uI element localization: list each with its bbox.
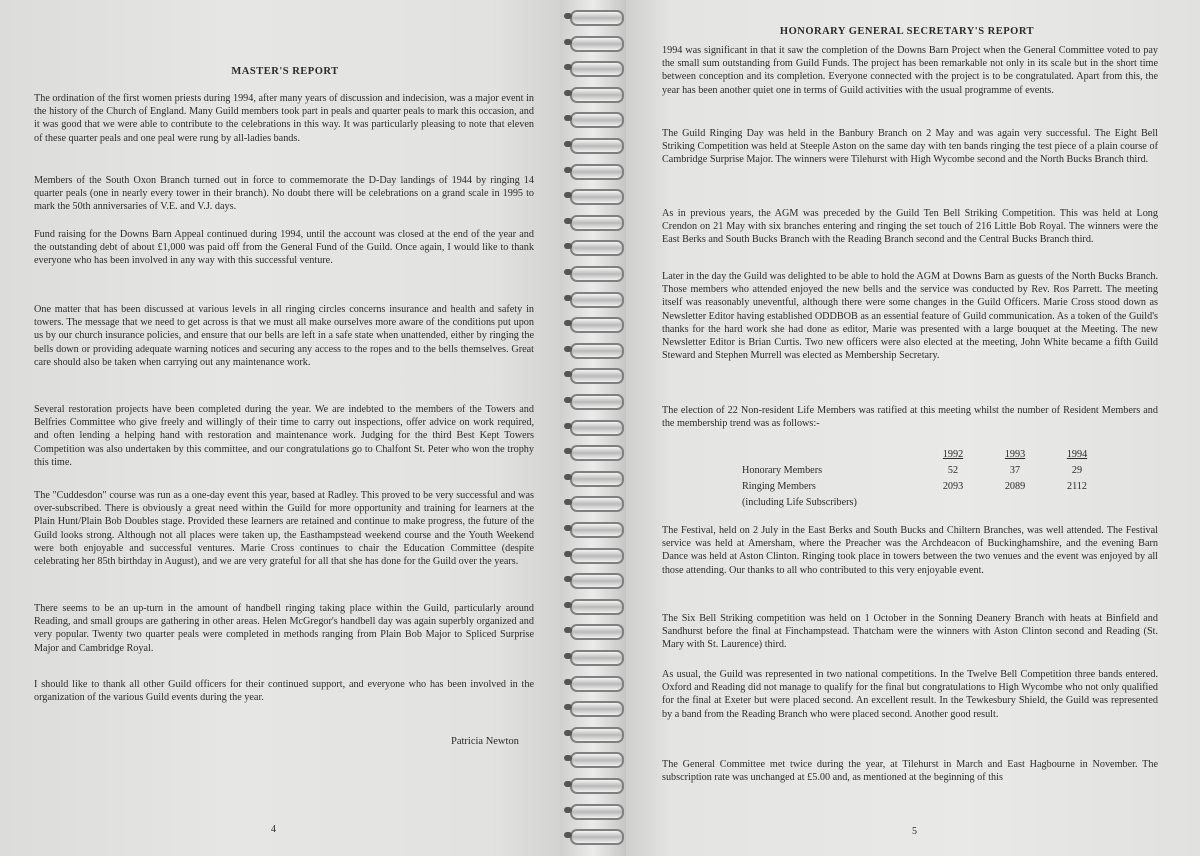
year-header: 1994 (1066, 449, 1088, 460)
table-cell: 29 (1071, 465, 1083, 476)
binding-ring (566, 827, 624, 845)
right-paragraph: The General Committee met twice during the year, at Tilehurst in March and East Hagbourne in November. The subscription rate was unchanged at £5.00 and, as mentioned at the beginning of this (662, 759, 1158, 784)
binding-ring (566, 392, 624, 410)
binding-ring (566, 443, 624, 461)
right-paragraph: Later in the day the Guild was delighted to be able to hold the AGM at Downs Barn as guests of the North Bucks Branch. Those members who attended enjoyed the new bells and the service was conducted by Rev. Ros Parrett. The meeting itself was reasonably uneventful, although there were some changes in the Guild Officers. Marie Cross stood down as Newsletter Editor having established ODDBOB as an essential feature of Guild communication. As a token of the Guild's thanks for the hard work she had done as editor, Marie was presented with a large bouquet at the Meeting. The new Newsletter Editor is Brian Curtis. Two new officers were also elected at the meeting, John White became a fifth Guild Steward and Stephen Murrell was elected as Membership Secretary. (662, 271, 1158, 362)
binding-ring (566, 59, 624, 77)
right-paragraph: As in previous years, the AGM was preceded by the Guild Ten Bell Striking Competition. This was held at Long Crendon on 21 May with six branches entering and ringing the set touch of 216 Little Bob Royal. The winners were the East Berks and South Bucks Branch with the Reading Branch second and the Central Bucks Branch third. (662, 208, 1158, 246)
right-paragraph: The Six Bell Striking competition was held on 1 October in the Sonning Deanery Branch with heats at Binfield and Sandhurst before the final at Finchampstead. Thatcham were the winners with Aston Clinton second and Reading (St. Mary with St. Laurence) third. (662, 613, 1158, 651)
left-page (0, 0, 578, 856)
binding-ring (566, 622, 624, 640)
page-number-left: 4 (271, 824, 276, 835)
left-paragraph: I should like to thank all other Guild officers for their continued support, and everyone who has been involved in the organization of the various Guild events during the year. (34, 679, 534, 704)
table-cell: 2112 (1067, 481, 1087, 492)
left-paragraph: Members of the South Oxon Branch turned out in force to commemorate the D-Day landings of 1944 by ringing 14 quarter peals (one in nearly every tower in their branch). No doubt there will be celebrations on a grand scale in 1995 to mark the 50th anniversaries of V.E. and V.J. days. (34, 175, 534, 213)
binding-ring (566, 213, 624, 231)
binding-ring (566, 34, 624, 52)
row-label: Ringing Members (742, 481, 816, 492)
binding-ring (566, 750, 624, 768)
binding-ring (566, 494, 624, 512)
binding-ring (566, 674, 624, 692)
binding-ring (566, 469, 624, 487)
binding-ring (566, 315, 624, 333)
binding-ring (566, 802, 624, 820)
table-cell: 2089 (1004, 481, 1026, 492)
left-paragraph: The ordination of the first women priests during 1994, after many years of discussion and indecision, was a major event in the history of the Church of England. Many Guild members took part in peals and quarter peals to mark this occasion, and it was good that we were able to contribute to the celebrations in this way. It was particularly pleasing to note that eleven of these quarter peals and one peal were rung by all-ladies bands. (34, 93, 534, 144)
left-paragraph: Fund raising for the Downs Barn Appeal continued during 1994, until the account was closed at the end of the year and the outstanding debt of about £1,000 was paid off from the General Fund of the Guild. Once again, I would like to thank everyone who has been involved in any way with this successful venture. (34, 229, 534, 267)
membership-table (742, 444, 1108, 508)
right-paragraph: The Guild Ringing Day was held in the Banbury Branch on 2 May and was again very successful. The Eight Bell Striking Competition was held at Steeple Aston on the same day with ten bands ringing the test piece of a plain course of Cambridge Surprise Major. The winners were Tilehurst with High Wycombe second and the North Bucks Branch third. (662, 128, 1158, 166)
signature: Patricia Newton (451, 736, 519, 747)
binding-ring (566, 136, 624, 154)
right-page (612, 0, 1200, 856)
table-row (742, 460, 1108, 476)
binding-ring (566, 290, 624, 308)
binding-ring (566, 187, 624, 205)
table-note-row (742, 492, 1108, 508)
page-number-right: 5 (912, 826, 917, 837)
right-paragraph: The Festival, held on 2 July in the East Berks and South Bucks and Chiltern Branches, was well attended. The Festival service was held at Amersham, where the Preacher was the Archdeacon of Buckinghamshire, and the evening Barn Dance was held at Aston Clinton. Ringing took place in towers between the two venues and the event was enjoyed by all those attending. Our thanks to all who contributed to this very enjoyable event. (662, 525, 1158, 576)
binding-ring (566, 341, 624, 359)
binding-ring (566, 699, 624, 717)
binding-ring (566, 110, 624, 128)
table-cell: 2093 (942, 481, 964, 492)
secretary-report-heading: HONORARY GENERAL SECRETARY'S REPORT (779, 26, 1035, 37)
left-paragraph: One matter that has been discussed at various levels in all ringing circles concerns insurance and health and safety in towers. The message that we need to get across is that we must all make ourselves more aware of the conditions put upon us by our church insurance policies, and ensure that our bells are left in a safe state when unattended, either by ringing the bells down or providing adequate warning notices and securing any access to the ropes and to the bells themselves. Great care should also be taken when carrying out any maintenance work. (34, 304, 534, 368)
year-header: 1992 (942, 449, 964, 460)
masters-report-heading: MASTER'S REPORT (231, 66, 339, 77)
binding-ring (566, 776, 624, 794)
table-cell: 37 (1009, 465, 1021, 476)
right-paragraph: The election of 22 Non-resident Life Members was ratified at this meeting whilst the number of Resident Members and the membership trend was as follows:- (662, 405, 1158, 430)
table-note: (including Life Subscribers) (742, 497, 857, 508)
binding-ring (566, 366, 624, 384)
binding-ring (566, 571, 624, 589)
row-label: Honorary Members (742, 465, 823, 476)
table-cell: 52 (947, 465, 959, 476)
year-header: 1993 (1004, 449, 1026, 460)
binding-ring (566, 418, 624, 436)
left-paragraph: Several restoration projects have been completed during the year. We are indebted to the members of the Towers and Belfries Committee who give freely and willingly of their time to carry out inspections, offer advice on work required, and often lending a helping hand with restoration and maintenance work. Judging for the third Best Kept Towers Competition was also undertaken by this committee, and our congratulations go to Chalfont St. Peter who won the trophy this time. (34, 404, 534, 468)
binding-ring (566, 162, 624, 180)
table-header-row (742, 444, 1108, 460)
binding-ring (566, 546, 624, 564)
table-row (742, 476, 1108, 492)
left-paragraph: There seems to be an up-turn in the amount of handbell ringing taking place within the Guild, particularly around Reading, and small groups are gathering in other areas. Helen McGregor's handbell day was again superbly organized and very popular. Twenty two quarter peals were completed in methods ranging from Plain Bob Major to Spliced Surprise Major and Cambridge Royal. (34, 603, 534, 654)
binding-ring (566, 648, 624, 666)
binding-ring (566, 8, 624, 26)
binding-ring (566, 597, 624, 615)
binding-ring (566, 725, 624, 743)
left-paragraph: The "Cuddesdon" course was run as a one-day event this year, based at Radley. This proved to be very successful and was over-subscribed. There is obviously a great need within the Guild for more opportunity and training for learners at the Plain Hunt/Plain Bob Doubles stage. Provided these learners are retained and continue to make progress, the future of the Guild looks strong. Although not all places were taken up, the Easthampstead weekend course and the Youth Weekend were both enjoyable and successful ventures. Marie Cross continues to chair the Education Committee (despite celebrating her 85th birthday in August), and we are very grateful for all that she has done for the Guild over the years. (34, 490, 534, 568)
binding-ring (566, 85, 624, 103)
binding-ring (566, 238, 624, 256)
binding-ring (566, 520, 624, 538)
binding-ring (566, 264, 624, 282)
right-paragraph: As usual, the Guild was represented in two national competitions. In the Twelve Bell Competition three bands entered. Oxford and Reading did not manage to qualify for the final but congratulations to High Wycombe who not only qualified for the final at Exeter but were placed second. An excellent result. In the Tewkesbury Shield, the Guild was represented by a band from the Reading Branch who were placed second. Another good result. (662, 669, 1158, 720)
right-paragraph: 1994 was significant in that it saw the completion of the Downs Barn Project when the General Committee voted to pay the small sum outstanding from Guild Funds. The project has been remarkable not only in its scale but in the short time between conception and its completion. Everyone connected with the project is to be congratulated. Apart from this, the year has been another quiet one in terms of Guild activities with the usual programme of events. (662, 45, 1158, 96)
